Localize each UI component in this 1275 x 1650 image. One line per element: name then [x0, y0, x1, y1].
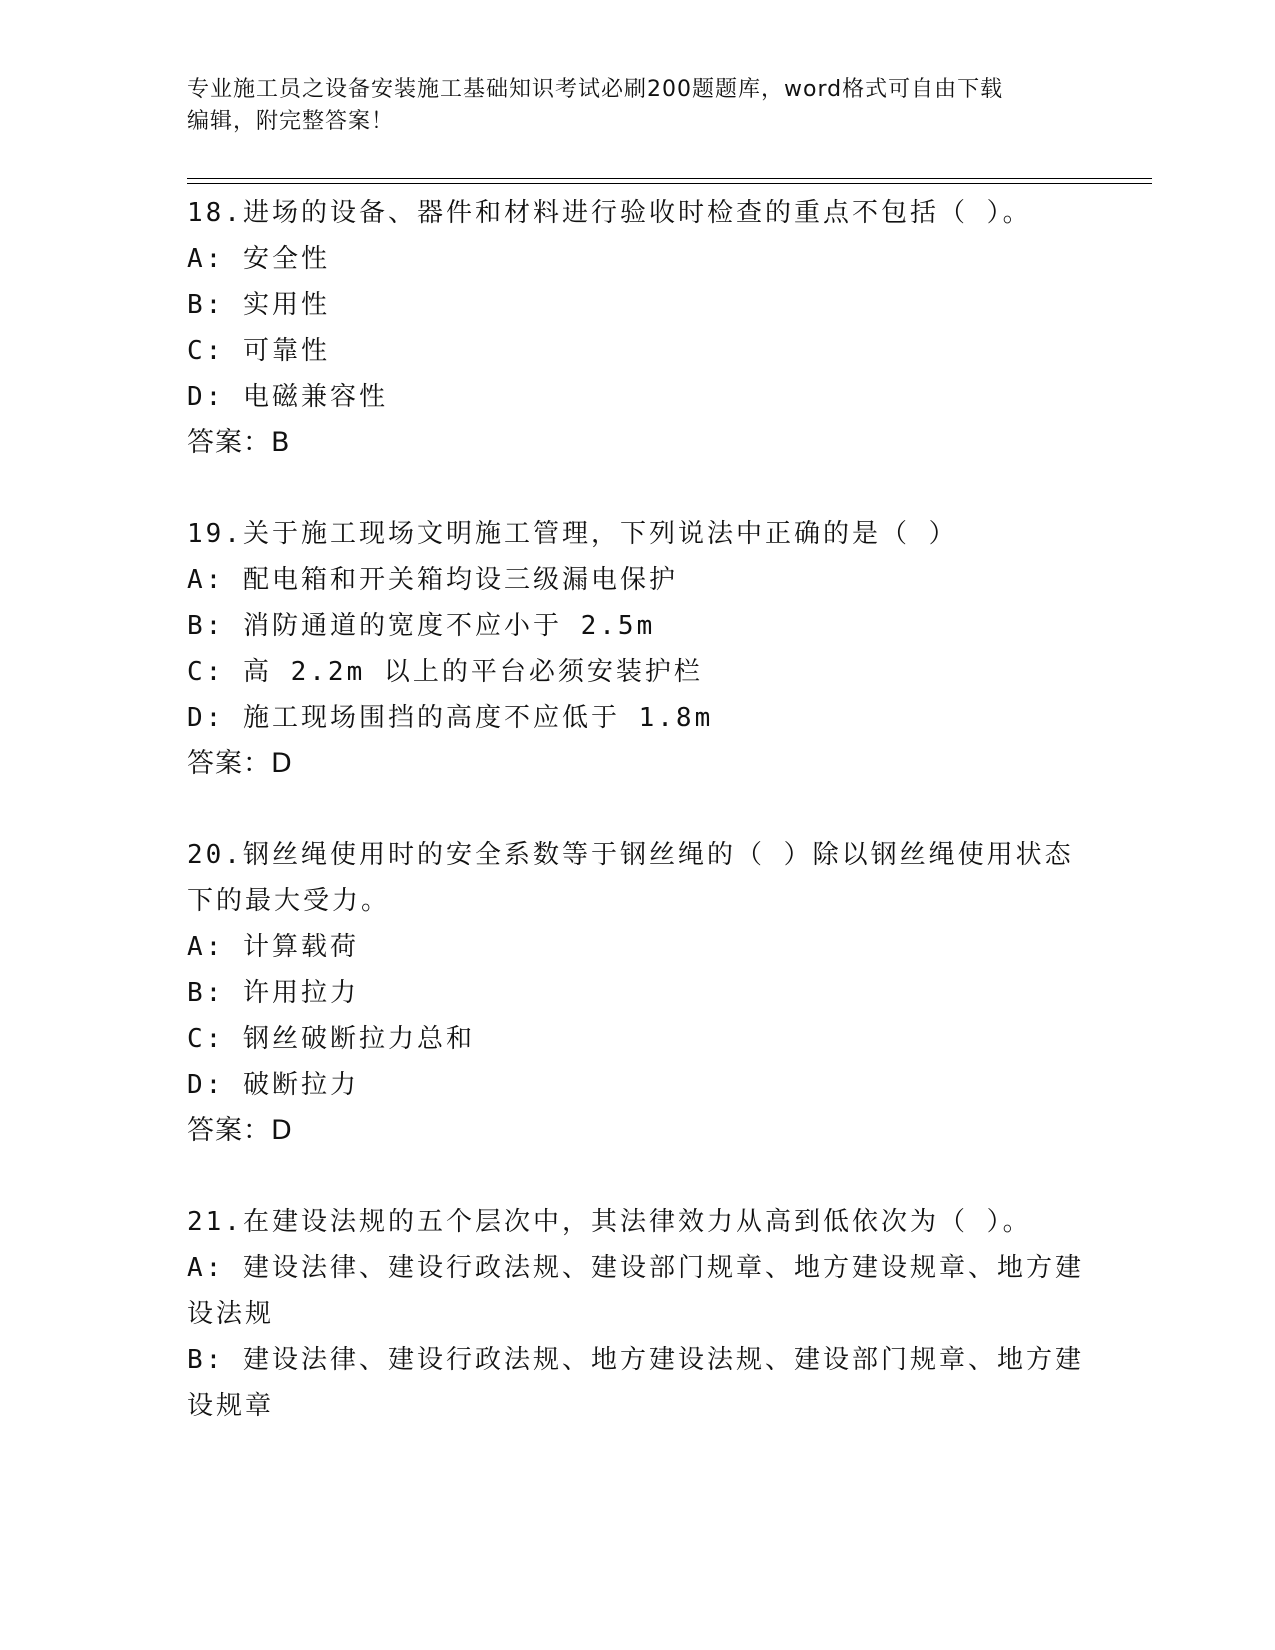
- question-list: [187, 190, 1087, 1474]
- option-c: C: 钢丝破断拉力总和: [187, 1024, 475, 1054]
- option-c: C: 可靠性: [187, 336, 330, 366]
- question-20: [187, 832, 1087, 1154]
- answer-line: 答案：D: [187, 748, 293, 779]
- question-stem-continued: 下的最大受力。: [187, 886, 391, 916]
- option-d: D: 电磁兼容性: [187, 382, 388, 412]
- question-stem: 19.关于施工现场文明施工管理，下列说法中正确的是（ ）: [187, 519, 958, 549]
- answer-line: 答案：D: [187, 1115, 293, 1146]
- answer-line: 答案：B: [187, 427, 291, 458]
- document-header: [187, 74, 1067, 138]
- option-a-continued: 设法规: [187, 1299, 275, 1329]
- question-stem: 21.在建设法规的五个层次中，其法律效力从高到低依次为（ ）。: [187, 1207, 1032, 1237]
- question-stem: 20.钢丝绳使用时的安全系数等于钢丝绳的（ ）除以钢丝绳使用状态: [187, 840, 1074, 870]
- question-stem: 18.进场的设备、器件和材料进行验收时检查的重点不包括（ ）。: [187, 198, 1032, 228]
- option-a: A: 建设法律、建设行政法规、建设部门规章、地方建设规章、地方建: [187, 1253, 1084, 1283]
- question-21: [187, 1199, 1087, 1429]
- option-b: B: 消防通道的宽度不应小于 2.5m: [187, 611, 656, 641]
- option-a: A: 安全性: [187, 244, 330, 274]
- header-line-1: 专业施工员之设备安装施工基础知识考试必刷200题题库，word格式可自由下载: [187, 77, 1004, 102]
- header-rule-top: [187, 178, 1152, 179]
- option-c: C: 高 2.2m 以上的平台必须安装护栏: [187, 657, 703, 687]
- option-b: B: 许用拉力: [187, 978, 359, 1008]
- option-b-continued: 设规章: [187, 1391, 275, 1421]
- option-b: B: 建设法律、建设行政法规、地方建设法规、建设部门规章、地方建: [187, 1345, 1084, 1375]
- option-d: D: 施工现场围挡的高度不应低于 1.8m: [187, 703, 714, 733]
- question-19: [187, 511, 1087, 787]
- option-b: B: 实用性: [187, 290, 330, 320]
- header-rule-bottom: [187, 183, 1152, 184]
- option-a: A: 计算载荷: [187, 932, 359, 962]
- option-d: D: 破断拉力: [187, 1070, 359, 1100]
- header-line-2: 编辑，附完整答案！: [187, 109, 395, 134]
- option-a: A: 配电箱和开关箱均设三级漏电保护: [187, 565, 678, 595]
- question-18: [187, 190, 1087, 466]
